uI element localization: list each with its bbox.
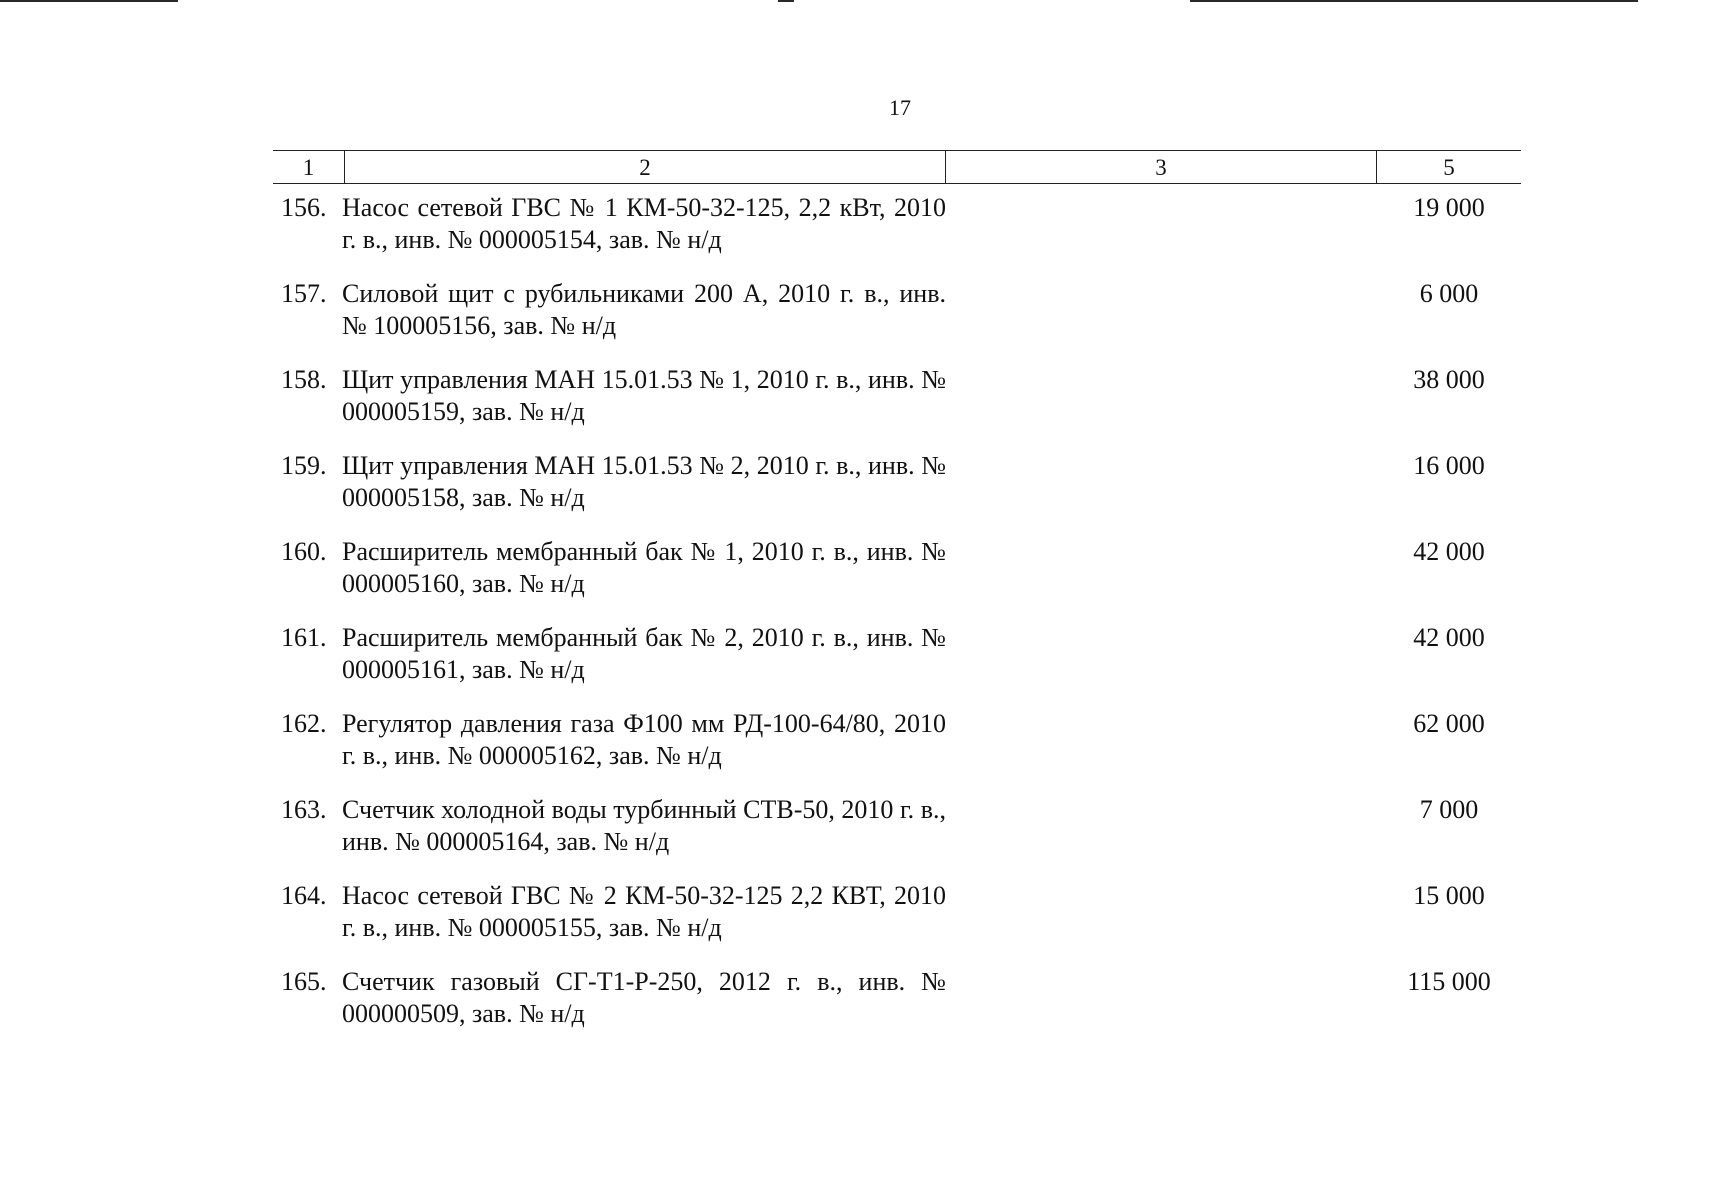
table-row xyxy=(273,794,1521,880)
row-description: Насос сетевой ГВС № 2 КМ-50-32-125 2,2 КВТ, 2010 г. в., инв. № 000005155, зав. № н/д xyxy=(342,881,946,942)
scan-edge-line-right xyxy=(1190,0,1638,2)
row-value: 6 000 xyxy=(1419,279,1479,308)
row-value: 7 000 xyxy=(1419,795,1479,824)
row-number: 159. xyxy=(281,451,327,480)
column-header-2: 2 xyxy=(345,151,946,183)
row-number: 157. xyxy=(281,279,327,308)
table-row xyxy=(273,364,1521,450)
row-number: 161. xyxy=(281,623,327,652)
table-row xyxy=(273,536,1521,622)
column-header-3: 3 xyxy=(946,151,1377,183)
row-description: Щит управления МАН 15.01.53 № 1, 2010 г. в., инв. № 000005159, зав. № н/д xyxy=(342,365,946,426)
row-description: Щит управления МАН 15.01.53 № 2, 2010 г. в., инв. № 000005158, зав. № н/д xyxy=(342,451,946,512)
scan-edge-line-left xyxy=(0,0,178,2)
row-description: Счетчик газовый СГ-Т1-Р-250, 2012 г. в., инв. № 000000509, зав. № н/д xyxy=(342,967,946,1028)
row-value: 19 000 xyxy=(1413,193,1485,222)
table-row xyxy=(273,622,1521,708)
column-header-1: 1 xyxy=(273,151,345,183)
page-number: 17 xyxy=(889,95,911,120)
row-value: 15 000 xyxy=(1413,881,1485,910)
table-row xyxy=(273,966,1521,1052)
row-number: 163. xyxy=(281,795,327,824)
row-description: Регулятор давления газа Ф100 мм РД-100-64/80, 2010 г. в., инв. № 000005162, зав. № н/д xyxy=(342,709,946,770)
row-description: Счетчик холодной воды турбинный СТВ-50, 2010 г. в., инв. № 000005164, зав. № н/д xyxy=(342,795,946,856)
row-description: Расширитель мембранный бак № 2, 2010 г. в., инв. № 000005161, зав. № н/д xyxy=(342,623,946,684)
scan-edge-line-mid xyxy=(778,0,794,2)
table-body xyxy=(273,192,1521,1052)
table-row xyxy=(273,880,1521,966)
row-value: 62 000 xyxy=(1413,709,1485,738)
row-description: Насос сетевой ГВС № 1 КМ-50-32-125, 2,2 кВт, 2010 г. в., инв. № 000005154, зав. № н/д xyxy=(342,193,946,254)
table-row xyxy=(273,708,1521,794)
table-row xyxy=(273,192,1521,278)
row-description: Силовой щит с рубильниками 200 А, 2010 г. в., инв. № 100005156, зав. № н/д xyxy=(342,279,946,340)
row-description: Расширитель мембранный бак № 1, 2010 г. в., инв. № 000005160, зав. № н/д xyxy=(342,537,946,598)
table-row xyxy=(273,450,1521,536)
row-number: 164. xyxy=(281,881,327,910)
row-number: 158. xyxy=(281,365,327,394)
table-row xyxy=(273,278,1521,364)
row-value: 115 000 xyxy=(1407,967,1491,996)
row-value: 38 000 xyxy=(1413,365,1485,394)
column-header-5: 5 xyxy=(1443,155,1455,180)
row-number: 156. xyxy=(281,193,327,222)
row-number: 160. xyxy=(281,537,327,566)
row-value: 42 000 xyxy=(1413,537,1485,566)
row-number: 165. xyxy=(281,967,327,996)
row-number: 162. xyxy=(281,709,327,738)
table-header-row xyxy=(273,150,1521,184)
row-value: 42 000 xyxy=(1413,623,1485,652)
row-value: 16 000 xyxy=(1413,451,1485,480)
